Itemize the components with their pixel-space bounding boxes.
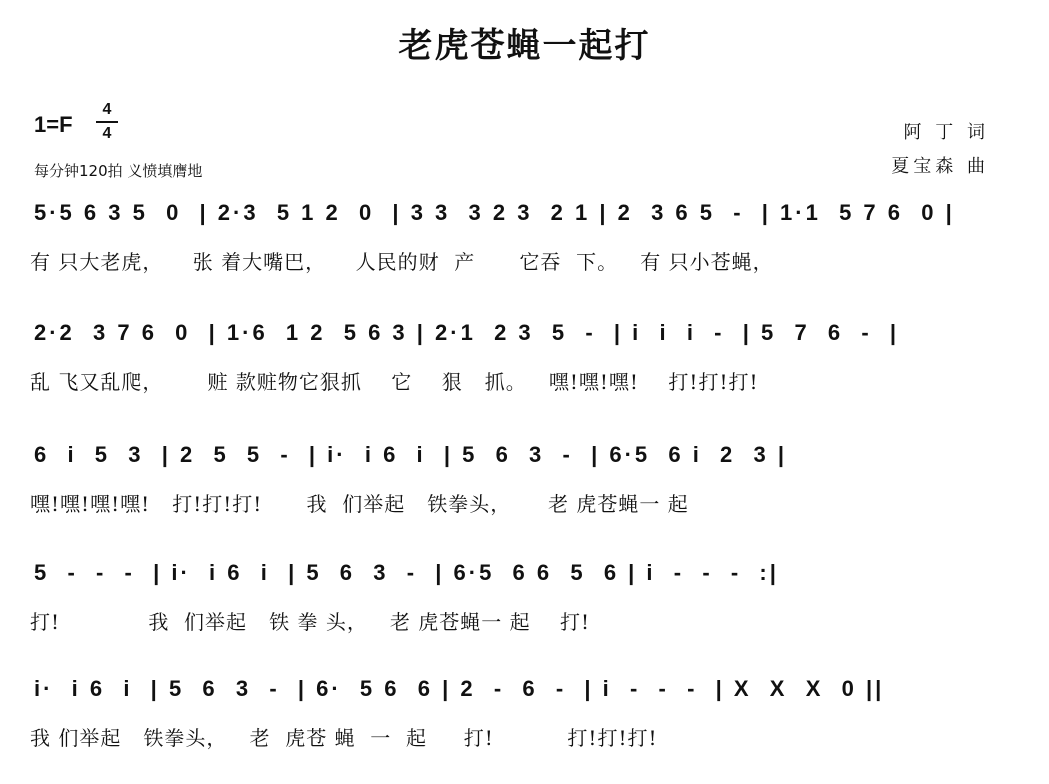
score-system-5 <box>0 676 1049 766</box>
time-signature-bottom: 4 <box>102 125 112 142</box>
lyrics-line: 乱 飞又乱爬， 赃 款赃物它狠抓 它 狠 抓。 嘿!嘿!嘿! 打!打!打! <box>30 370 759 394</box>
lyrics-line: 嘿!嘿!嘿!嘿! 打!打!打! 我 们举起 铁拳头， 老 虎苍蝇一 起 <box>30 492 689 516</box>
key-signature-text: 1=F <box>34 112 73 137</box>
score-system-3 <box>0 442 1049 532</box>
tempo-marking: 每分钟120拍 义愤填膺地 <box>34 162 203 180</box>
score-system-2 <box>0 320 1049 410</box>
lyrics-line: 有 只大老虎， 张 着大嘴巴， 人民的财 产 它吞 下。 有 只小苍蝇， <box>30 250 774 274</box>
score-system-4 <box>0 560 1049 650</box>
time-signature <box>96 100 118 144</box>
notation-line: 5·5 6 3 5 0 | 2·3 5 1 2 0 | 3 3 3 2 3 2 1 | 2 3 6 5 - | 1·1 5 7 6 0 | <box>34 200 955 225</box>
notation-line: 2·2 3 7 6 0 | 1·6 1 2 5 6 3 | 2·1 2 3 5 - | i i i - | 5 7 6 - | <box>34 320 900 345</box>
time-signature-divider <box>96 121 118 123</box>
song-title: 老虎苍蝇一起打 <box>398 26 651 66</box>
notation-line: 6 i 5 3 | 2 5 5 - | i· i 6 i | 5 6 3 - | 6·5 6 i 2 3 | <box>34 442 788 467</box>
key-signature <box>34 112 73 138</box>
composer-credit: 夏宝森 曲 <box>891 156 989 177</box>
score-system-1 <box>0 200 1049 290</box>
lyrics-line: 打! 我 们举起 铁 拳 头， 老 虎苍蝇一 起 打! <box>30 610 591 634</box>
notation-line: i· i 6 i | 5 6 3 - | 6· 5 6 6 | 2 - 6 - | i - - - | X X X 0 || <box>34 676 885 701</box>
notation-line: 5 - - - | i· i 6 i | 5 6 3 - | 6·5 6 6 5 6 | i - - - :| <box>34 560 779 585</box>
lyrics-line: 我 们举起 铁拳头， 老 虎苍 蝇 一 起 打! 打!打!打! <box>30 726 658 750</box>
lyricist-credit: 阿 丁 词 <box>903 122 989 143</box>
time-signature-top: 4 <box>102 101 112 118</box>
